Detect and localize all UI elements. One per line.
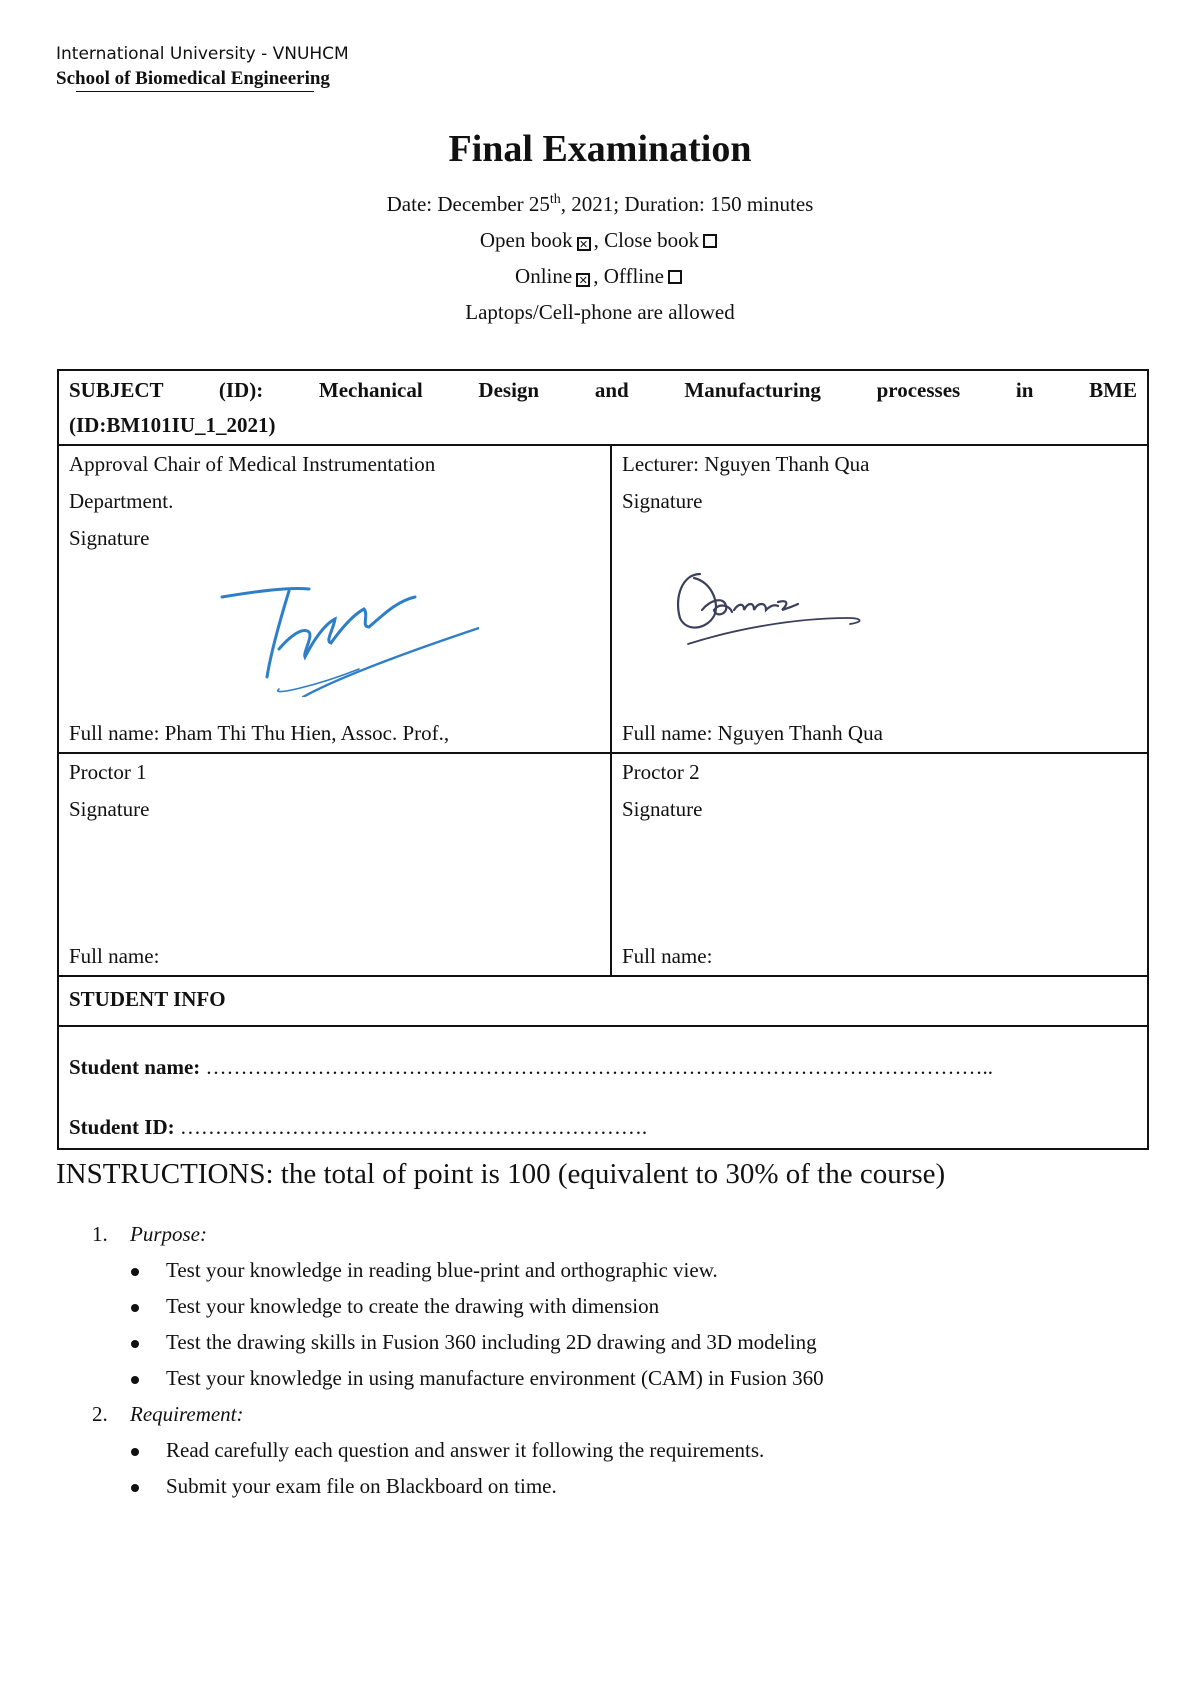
university-name: International University - VNUHCM [56,44,349,64]
requirement-item-1: Read carefully each question and answer it following the requirements. [166,1438,765,1462]
exam-date-prefix: Date: December 25 [386,192,550,216]
approval-department: Department. [69,489,174,513]
section-2-title: Requirement: [130,1402,244,1426]
proctor-1-full-name: Full name: [69,944,160,968]
proctor-2-cell [611,753,1148,976]
exam-info-table [57,369,1149,1150]
instructions-heading: INSTRUCTIONS: the total of point is 100 (equivalent to 30% of the course) [56,1158,946,1190]
approval-title: Approval Chair of Medical Instrumentation [69,452,436,476]
offline-checkbox [668,270,682,284]
header-underline [76,91,314,92]
approval-signature-label: Signature [69,526,150,550]
requirement-item-2: Submit your exam file on Blackboard on time. [166,1474,557,1498]
lecturer-signature-label: Signature [622,489,703,513]
bullet-icon [131,1340,139,1348]
exam-date-line [0,192,1200,217]
lecturer-cell [611,445,1148,753]
section-1-number: 1. [92,1222,108,1246]
student-id-label: Student ID: [69,1115,175,1139]
proctor-2-title: Proctor 2 [622,760,700,784]
exam-date-suffix: , 2021; Duration: 150 minutes [560,192,814,216]
student-id-row [69,1107,1137,1147]
section-2-number: 2. [92,1402,108,1426]
subject-cell [58,370,1148,445]
online-label: Online [515,264,573,288]
close-book-label: , Close book [593,228,700,252]
bullet-icon [131,1268,139,1276]
student-info-cell [58,1026,1148,1149]
approval-full-name: Full name: Pham Thi Thu Hien, Assoc. Prof., [69,721,450,745]
approval-cell [58,445,611,753]
bullet-icon [131,1376,139,1384]
bullet-icon [131,1448,139,1456]
purpose-item-1: Test your knowledge in reading blue-print and orthographic view. [166,1258,718,1282]
student-name-label: Student name: [69,1055,201,1079]
purpose-item-4: Test your knowledge in using manufacture environment (CAM) in Fusion 360 [166,1366,824,1390]
lecturer-name: Lecturer: Nguyen Thanh Qua [622,452,870,476]
exam-date-sup: th [549,192,561,207]
student-info-header: STUDENT INFO [58,976,1148,1026]
lecturer-signature-image [672,560,912,670]
book-options-line [0,228,1200,253]
student-id-dots: …………………………………………………………. [179,1115,648,1139]
mode-options-line [0,264,1200,289]
student-name-row [69,1047,1137,1087]
online-checkbox [576,273,590,287]
bullet-icon [131,1484,139,1492]
close-book-checkbox [703,234,717,248]
proctor-1-cell [58,753,611,976]
proctor-1-title: Proctor 1 [69,760,147,784]
devices-note: Laptops/Cell-phone are allowed [465,300,735,324]
proctor-2-signature-label: Signature [622,797,703,821]
proctor-2-signature-area [622,828,1137,938]
approval-signature-area [69,557,600,715]
open-book-checkbox [577,237,591,251]
student-name-dots: ………………………………………………………………………………………………….. [205,1055,994,1079]
proctor-2-full-name: Full name: [622,944,713,968]
proctor-1-signature-area [69,828,600,938]
subject-line-2: (ID:BM101IU_1_2021) [69,413,276,437]
lecturer-signature-area [622,520,1137,715]
approval-signature-image [219,557,479,697]
purpose-item-3: Test the drawing skills in Fusion 360 including 2D drawing and 3D modeling [166,1330,817,1354]
section-1-title: Purpose: [130,1222,207,1246]
exam-title: Final Examination [448,128,752,170]
school-name: School of Biomedical Engineering [56,68,330,89]
open-book-label: Open book [479,228,573,252]
bullet-icon [131,1304,139,1312]
proctor-1-signature-label: Signature [69,797,150,821]
lecturer-full-name: Full name: Nguyen Thanh Qua [622,721,883,745]
subject-line-1: SUBJECT (ID): Mechanical Design and Manufacturing processes in BME [69,378,1137,402]
offline-label: , Offline [593,264,664,288]
purpose-item-2: Test your knowledge to create the drawing with dimension [166,1294,660,1318]
